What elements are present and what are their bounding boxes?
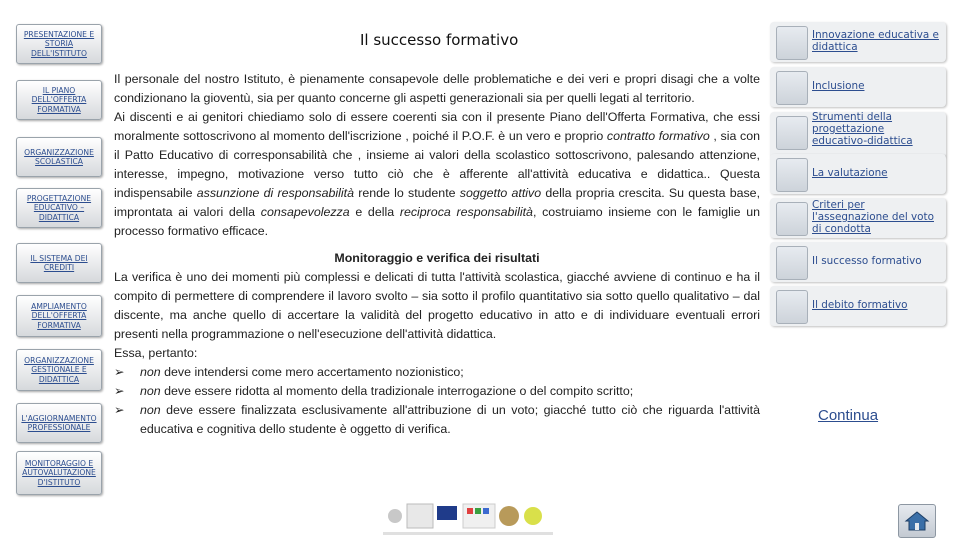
section-subtitle: Monitoraggio e verifica dei risultati: [334, 251, 540, 265]
emblem-logo: [388, 509, 402, 523]
nav-innovazione[interactable]: Innovazione educativa e didattica: [770, 22, 946, 62]
sponsor-logos: [383, 497, 566, 539]
home-icon: [904, 510, 930, 532]
nav-valutazione[interactable]: La valutazione: [770, 154, 946, 194]
nav-square-icon: [776, 246, 808, 280]
nav-organizzazione-gestionale[interactable]: ORGANIZZAZIONE GESTIONALE E DIDATTICA: [16, 349, 102, 391]
page-title: Il successo formativo: [360, 31, 519, 49]
nav-square-icon: [776, 290, 808, 324]
arrow-bullet-icon: ➢: [114, 365, 125, 379]
essa-label: Essa, pertanto:: [114, 346, 198, 360]
nav-square-icon: [776, 202, 808, 236]
verifica-paragraph: La verifica è uno dei momenti più complessi e delicati di tutta l'attività scolastica, giacché avviene di continuo e ha il compito di permettere di comprendere il lavoro svolto – sia sotto il profilo quantitativo sia sotto quello qualitativo – dal discente, ma anche quello di accertare la validità del progetto educativo in atto e di individuare eventuali errori presenti nella programmazione o nell'esecuzione dell'attività didattica.: [114, 270, 760, 341]
nav-aggiornamento[interactable]: L'AGGIORNAMENTO PROFESSIONALE: [16, 403, 102, 443]
nav-organizzazione-scolastica[interactable]: ORGANIZZAZIONE SCOLASTICA: [16, 137, 102, 177]
home-button[interactable]: [898, 504, 936, 538]
main-content: [114, 70, 760, 439]
nav-ampliamento[interactable]: AMPLIAMENTO DELL'OFFERTA FORMATIVA: [16, 295, 102, 337]
arrow-bullet-icon: ➢: [114, 403, 125, 417]
nav-successo-formativo[interactable]: Il successo formativo: [770, 242, 946, 282]
list-item: ➢ non deve essere ridotta al momento della tradizionale interrogazione o del compito scritto;: [114, 382, 760, 401]
pon-logo: [463, 504, 495, 528]
nav-sistema-crediti[interactable]: IL SISTEMA DEI CREDITI: [16, 243, 102, 283]
green-logo: [524, 507, 542, 525]
nav-presentazione[interactable]: PRESENTAZIONE E STORIA DELL'ISTITUTO: [16, 24, 102, 64]
intro-paragraph: Il personale del nostro Istituto, è pienamente consapevole delle problematiche e dei veri e propri disagi che a volte condizionano la gioventù, sia per quanto concerne gli aspetti generazionali sia per quelli legati al territorio. Ai discenti e ai genitori chiediamo solo di essere coerenti sia con il presente Piano dell'Offerta Formativa, che essi moralmente sottoscrivono al momento dell'iscrizione , poiché il P.O.F. è un vero e proprio contratto formativo , sia con il Patto Educativo di corresponsabilità che , insieme ai valori della scolastico sottoscrivono, palesando attenzione, interesse, impegno, motivazione verso tutto ciò che è afferente all'attività educativa e didattica.. Questa indispensabile assunzione di responsabilità rende lo studente soggetto attivo della propria crescita. Su questa base, improntata ai valori della consapevolezza e della reciproca responsabilità, costruiamo insieme con le famiglie un processo formativo efficace.: [114, 72, 761, 238]
nav-debito-formativo[interactable]: Il debito formativo: [770, 286, 946, 326]
nav-criteri-condotta[interactable]: Criteri per l'assegnazione del voto di condotta: [770, 198, 946, 238]
nav-progettazione[interactable]: PROGETTAZIONE EDUCATIVO – DIDATTICA: [16, 188, 102, 228]
nav-square-icon: [776, 26, 808, 60]
bullet-list: [114, 363, 760, 439]
nav-strumenti[interactable]: Strumenti della progettazione educativo-didattica: [770, 112, 946, 158]
school-seal-logo: [499, 506, 519, 526]
nav-square-icon: [776, 71, 808, 105]
list-item: ➢ non deve essere finalizzata esclusivamente all'attribuzione di un voto; giacché tutto ciò che riguarda l'attività educativa e cognitiva dello studente è oggetto di verifica.: [114, 403, 760, 436]
arrow-bullet-icon: ➢: [114, 384, 125, 398]
nav-piano-offerta[interactable]: IL PIANO DELL'OFFERTA FORMATIVA: [16, 80, 102, 120]
eu-flag-logo: [437, 506, 457, 520]
list-item: ➢ non deve intendersi come mero accertamento nozionistico;: [114, 363, 760, 382]
nav-inclusione[interactable]: Inclusione: [770, 67, 946, 107]
nav-square-icon: [776, 158, 808, 192]
ministero-logo: [407, 504, 433, 528]
nav-monitoraggio[interactable]: MONITORAGGIO E AUTOVALUTAZIONE D'ISTITUTO: [16, 451, 102, 495]
nav-square-icon: [776, 116, 808, 150]
continua-link[interactable]: Continua: [818, 407, 879, 424]
logos-strip: [383, 498, 566, 538]
